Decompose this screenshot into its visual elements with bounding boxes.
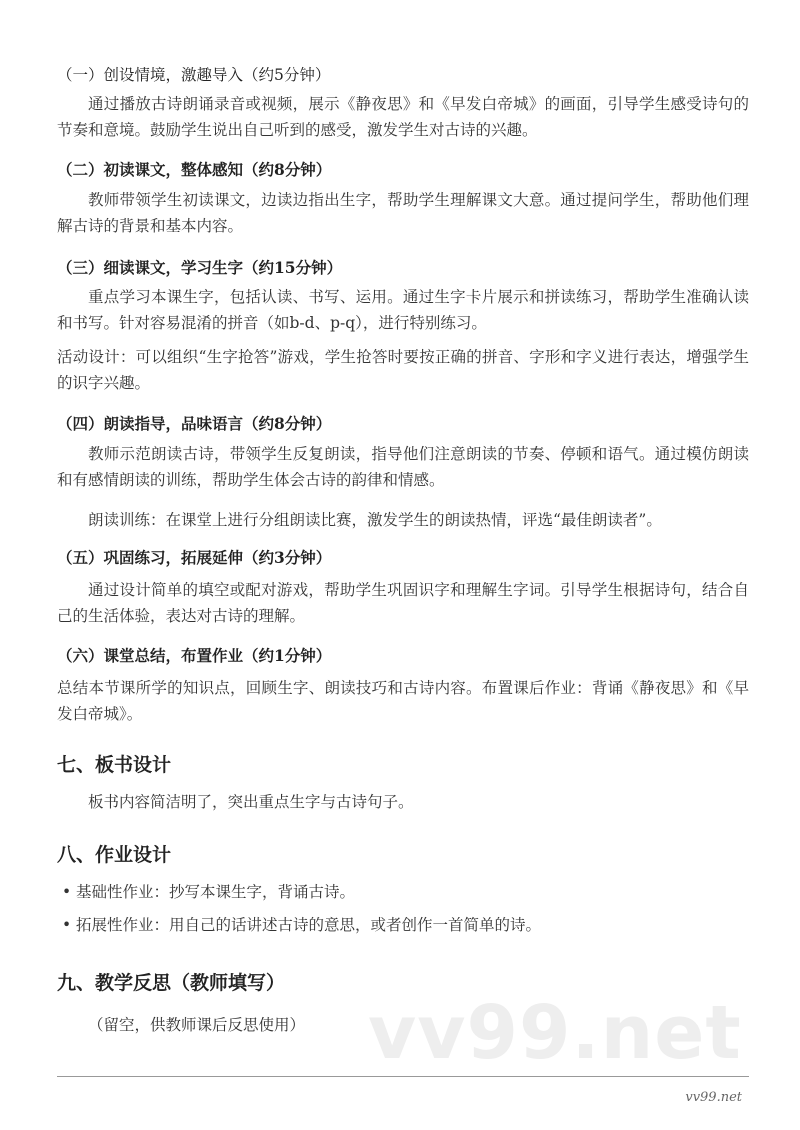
section-heading: （六）课堂总结，布置作业（约1分钟） [57,646,332,665]
paragraph: 通过设计简单的填空或配对游戏，帮助学生巩固识字和理解生字词。引导学生根据诗句，结合自己的生活体验，表达对古诗的理解。 [57,581,749,625]
paragraph: 总结本节课所学的知识点，回顾生字、朗读技巧和古诗内容。布置课后作业：背诵《静夜思》和《早发白帝城》。 [57,679,749,723]
section-heading: （五）巩固练习，拓展延伸（约3分钟） [57,548,332,567]
homework-heading: 八、作业设计 [57,844,172,866]
watermark: vv99.net [368,990,742,1076]
paragraph: 重点学习本课生字，包括认读、书写、运用。通过生字卡片展示和拼读练习，帮助学生准确认读和书写。针对容易混淆的拼音（如b-d、p-q），进行特别练习。 [57,288,749,332]
footer-site: vv99.net [685,1090,742,1105]
section-heading: （一）创设情境，激趣导入（约5分钟） [57,66,331,84]
reflection-text: （留空，供教师课后反思使用） [88,1016,306,1034]
section-heading: （三）细读课文，学习生字（约15分钟） [57,258,343,277]
paragraph: 教师带领学生初读课文，边读边指出生字，帮助学生理解课文大意。通过提问学生，帮助他们理解古诗的背景和基本内容。 [57,191,749,235]
paragraph: 通过播放古诗朗诵录音或视频，展示《静夜思》和《早发白帝城》的画面，引导学生感受诗句的节奏和意境。鼓励学生说出自己听到的感受，激发学生对古诗的兴趣。 [57,95,749,139]
paragraph: 活动设计：可以组织“生字抢答”游戏，学生抢答时要按正确的拼音、字形和字义进行表达，增强学生的识字兴趣。 [57,348,749,392]
paragraph: 朗读训练：在课堂上进行分组朗读比赛，激发学生的朗读热情，评选“最佳朗读者”。 [88,511,662,529]
paragraph: 教师示范朗读古诗，带领学生反复朗读，指导他们注意朗读的节奏、停顿和语气。通过模仿朗读和有感情朗读的训练，帮助学生体会古诗的韵律和情感。 [57,445,749,489]
section-heading: （四）朗读指导，品味语言（约8分钟） [57,414,332,433]
board-text: 板书内容简洁明了，突出重点生字与古诗句子。 [88,793,414,811]
reflection-heading: 九、教学反思（教师填写） [57,972,286,994]
board-heading: 七、板书设计 [57,754,172,776]
footer-divider [57,1076,749,1077]
homework-item: • 基础性作业：抄写本课生字，背诵古诗。 [76,879,355,905]
section-heading: （二）初读课文，整体感知（约8分钟） [57,160,332,179]
homework-item: • 拓展性作业：用自己的话讲述古诗的意思，或者创作一首简单的诗。 [76,912,541,938]
